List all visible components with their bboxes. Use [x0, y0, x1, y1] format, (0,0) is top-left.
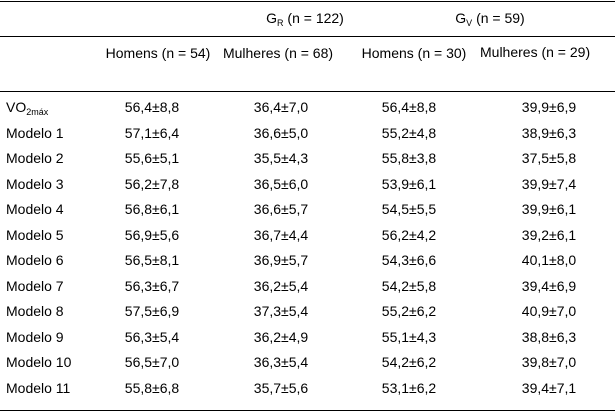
table-cell: 54,5±5,5: [381, 201, 437, 217]
table-cell: 55,8±3,8: [381, 150, 437, 166]
subheader-mulheres-gv: Mulheres (n = 29): [480, 44, 591, 60]
table-cell: 54,3±6,6: [381, 252, 437, 268]
table-cell: 56,3±6,7: [124, 278, 180, 294]
table-cell: 39,4±6,9: [521, 278, 577, 294]
table-cell: 55,6±5,1: [124, 150, 180, 166]
row-label: Modelo 11: [6, 380, 71, 396]
table-cell: 56,8±6,1: [124, 201, 180, 217]
table-cell: 56,3±5,4: [124, 329, 180, 345]
table-cell: 39,4±7,1: [521, 380, 577, 396]
table-cell: 38,9±6,3: [521, 125, 577, 141]
row-label: Modelo 5: [6, 227, 64, 243]
table-cell: 56,2±7,8: [124, 176, 180, 192]
table-cell: 39,2±6,1: [521, 227, 577, 243]
table-cell: 55,2±6,2: [381, 303, 437, 319]
table-cell: 55,1±4,3: [381, 329, 437, 345]
table-cell: 56,5±8,1: [124, 252, 180, 268]
table-cell: 37,3±5,4: [253, 303, 309, 319]
table-cell: 36,6±5,0: [253, 125, 309, 141]
table-cell: 54,2±6,2: [381, 354, 437, 370]
table-cell: 39,8±7,0: [521, 354, 577, 370]
subheader-mulheres-gr: Mulheres (n = 68): [222, 45, 334, 61]
table-cell: 36,6±5,7: [253, 201, 309, 217]
subheader-homens-gv: Homens (n = 30): [361, 45, 467, 61]
top-rule: [0, 1, 615, 2]
table-cell: 35,7±5,6: [253, 380, 309, 396]
row-label: Modelo 6: [6, 252, 64, 268]
row-label: Modelo 9: [6, 329, 64, 345]
row-label: [6, 99, 48, 117]
bottom-rule: [0, 410, 615, 411]
header-bottom-rule: [0, 91, 615, 92]
row-label: Modelo 1: [6, 125, 64, 141]
table-cell: 36,2±4,9: [253, 329, 309, 345]
table-cell: 57,5±6,9: [124, 303, 180, 319]
group-header-gr: $G_R$ (n = 122): [266, 10, 344, 28]
table-cell: 39,9±6,9: [521, 99, 577, 115]
table-cell: 57,1±6,4: [124, 125, 180, 141]
table-cell: 56,4±8,8: [381, 99, 437, 115]
row-label: Modelo 2: [6, 150, 64, 166]
table-cell: 56,4±8,8: [124, 99, 180, 115]
table-cell: 38,8±6,3: [521, 329, 577, 345]
table-cell: 56,2±4,2: [381, 227, 437, 243]
row-label: Modelo 7: [6, 278, 64, 294]
table-cell: 39,9±7,4: [521, 176, 577, 192]
row-label-sub: 2máx: [26, 107, 49, 117]
row-label-main: VO: [6, 99, 27, 115]
table-cell: 53,1±6,2: [381, 380, 437, 396]
table-cell: 56,9±5,6: [124, 227, 180, 243]
table-cell: 54,2±5,8: [381, 278, 437, 294]
group-header-rule: [0, 36, 615, 37]
table-cell: 36,5±6,0: [253, 176, 309, 192]
table-cell: 39,9±6,1: [521, 201, 577, 217]
row-label: Modelo 3: [6, 176, 64, 192]
table-cell: 56,5±7,0: [124, 354, 180, 370]
table-cell: 55,2±4,8: [381, 125, 437, 141]
row-label: Modelo 10: [6, 354, 72, 370]
table-cell: 36,7±4,4: [253, 227, 309, 243]
table-cell: 40,9±7,0: [521, 303, 577, 319]
table-cell: 53,9±6,1: [381, 176, 437, 192]
table-cell: 37,5±5,8: [521, 150, 577, 166]
row-label: Modelo 4: [6, 201, 64, 217]
table-cell: 36,4±7,0: [253, 99, 309, 115]
table-cell: 36,2±5,4: [253, 278, 309, 294]
table-cell: 55,8±6,8: [124, 380, 180, 396]
table-cell: 40,1±8,0: [521, 252, 577, 268]
group-header-gv: $G_V$ (n = 59): [455, 10, 525, 28]
subheader-homens-gr: Homens (n = 54): [105, 45, 211, 61]
row-label: Modelo 8: [6, 303, 64, 319]
table-cell: 36,3±5,4: [253, 354, 309, 370]
table-cell: 36,9±5,7: [253, 252, 309, 268]
table-cell: 35,5±4,3: [253, 150, 309, 166]
